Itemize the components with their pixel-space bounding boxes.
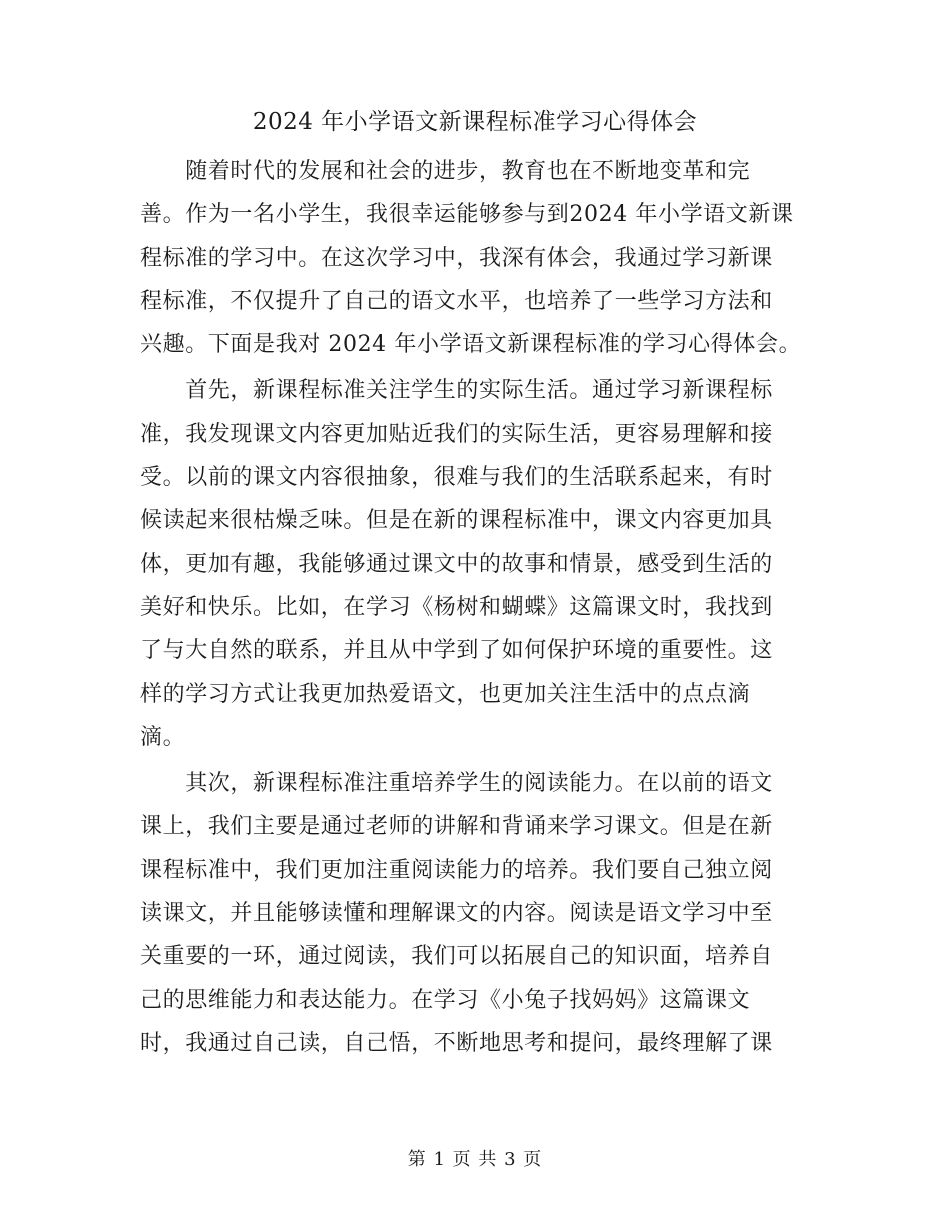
text-line: 滴。 bbox=[140, 724, 186, 750]
text-line: 体，更加有趣，我能够通过课文中的故事和情景，感受到生活的 bbox=[140, 551, 773, 577]
document-body bbox=[140, 150, 805, 1065]
text-line: 首先，新课程标准关注学生的实际生活。通过学习新课程标 bbox=[140, 378, 773, 404]
text-line: 课上，我们主要是通过老师的讲解和背诵来学习课文。但是在新 bbox=[140, 814, 773, 840]
text-line: 善。作为一名小学生，我很幸运能够参与到2024 年小学语文新课 bbox=[140, 202, 794, 228]
text-line: 时，我通过自己读，自己悟，不断地思考和提问，最终理解了课 bbox=[140, 1030, 773, 1056]
text-line: 课程标准中，我们更加注重阅读能力的培养。我们要自己独立阅 bbox=[140, 857, 773, 883]
text-line: 随着时代的发展和社会的进步，教育也在不断地变革和完 bbox=[140, 159, 751, 184]
text-line: 关重要的一环，通过阅读，我们可以拓展自己的知识面，培养自 bbox=[140, 944, 773, 970]
text-line: 了与大自然的联系，并且从中学到了如何保护环境的重要性。这 bbox=[140, 638, 773, 664]
text-line: 其次，新课程标准注重培养学生的阅读能力。在以前的语文 bbox=[140, 771, 773, 797]
text-line: 程标准的学习中。在这次学习中，我深有体会，我通过学习新课 bbox=[140, 245, 773, 271]
text-line: 候读起来很枯燥乏味。但是在新的课程标准中，课文内容更加具 bbox=[140, 508, 773, 534]
text-line: 己的思维能力和表达能力。在学习《小兔子找妈妈》这篇课文 bbox=[140, 987, 751, 1013]
text-line: 美好和快乐。比如，在学习《杨树和蝴蝶》这篇课文时，我找到 bbox=[140, 594, 773, 620]
text-line: 读课文，并且能够读懂和理解课文的内容。阅读是语文学习中至 bbox=[140, 901, 773, 927]
text-line: 样的学习方式让我更加热爱语文，也更加关注生活中的点点滴 bbox=[140, 681, 751, 707]
page-number-footer: 第 1 页 共 3 页 bbox=[407, 1149, 543, 1170]
document-title: 2024 年小学语文新课程标准学习心得体会 bbox=[252, 109, 698, 135]
text-line: 准，我发现课文内容更加贴近我们的实际生活，更容易理解和接 bbox=[140, 421, 773, 447]
text-line: 程标准，不仅提升了自己的语文水平，也培养了一些学习方法和 bbox=[140, 288, 773, 314]
text-line: 受。以前的课文内容很抽象，很难与我们的生活联系起来，有时 bbox=[140, 465, 773, 491]
text-line: 兴趣。下面是我对 2024 年小学语文新课程标准的学习心得体会。 bbox=[140, 332, 802, 358]
